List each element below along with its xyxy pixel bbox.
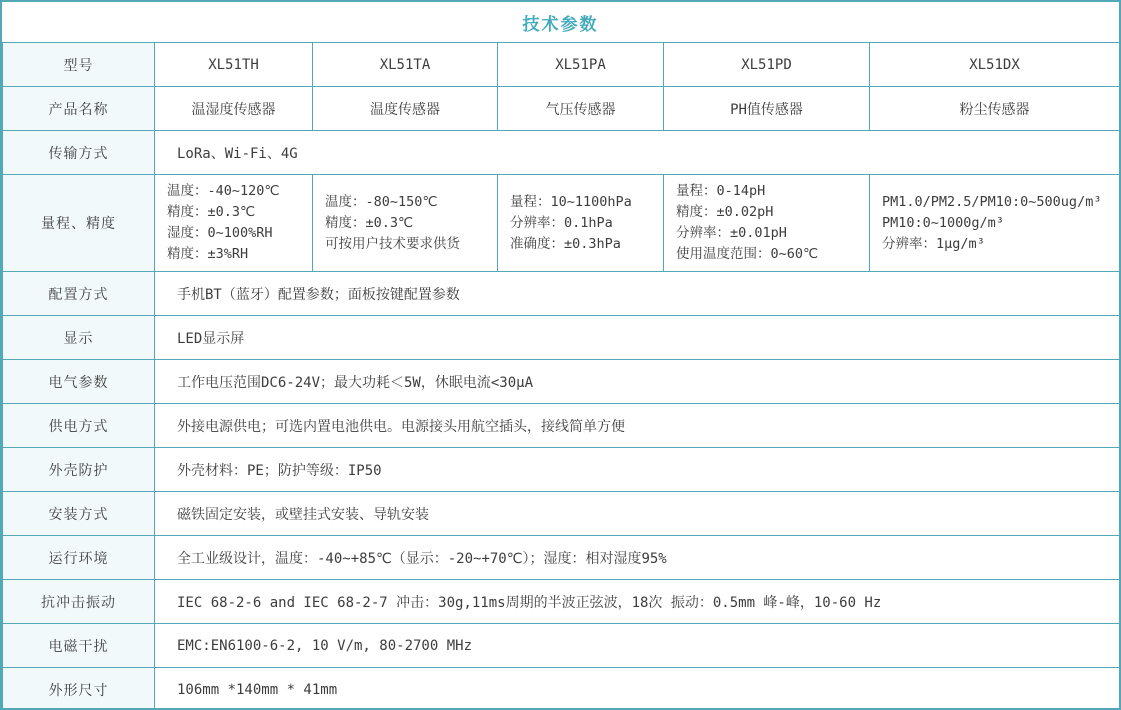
row-label: 供电方式 xyxy=(3,404,155,448)
range-cell-xl51ta xyxy=(313,175,498,272)
model-row xyxy=(3,43,1120,87)
row-label: 配置方式 xyxy=(3,272,155,316)
range-line: 量程：10~1100hPa xyxy=(510,193,632,210)
spec-value: 外壳材料：PE；防护等级：IP50 xyxy=(155,448,1120,492)
range-line: 精度：±0.3℃ xyxy=(325,214,414,231)
range-cell-xl51pd xyxy=(664,175,870,272)
row-label-model: 型号 xyxy=(3,43,155,87)
spec-value: 全工业级设计，温度：-40~+85℃（显示：-20~+70℃）；湿度：相对湿度95% xyxy=(155,536,1120,580)
spec-value: 外接电源供电；可选内置电池供电。电源接头用航空插头，接线简单方便 xyxy=(155,404,1120,448)
product-cell: 气压传感器 xyxy=(498,87,664,131)
row-label: 电磁干扰 xyxy=(3,624,155,668)
row-label: 安装方式 xyxy=(3,492,155,536)
model-cell: XL51PA xyxy=(498,43,664,87)
range-line: 温度：-80~150℃ xyxy=(325,193,438,210)
row-label: 外壳防护 xyxy=(3,448,155,492)
row-label: 显示 xyxy=(3,316,155,360)
row-label-range: 量程、精度 xyxy=(3,175,155,272)
range-line: 可按用户技术要求供货 xyxy=(325,235,460,252)
range-cell-xl51th xyxy=(155,175,313,272)
range-line: 精度：±0.3℃ xyxy=(167,204,256,220)
row-label: 抗冲击振动 xyxy=(3,580,155,624)
transmission-row xyxy=(3,131,1120,175)
model-cell: XL51TH xyxy=(155,43,313,87)
model-cell: XL51TA xyxy=(313,43,498,87)
table-row xyxy=(3,404,1120,448)
range-line: 精度：±3%RH xyxy=(167,246,249,262)
transmission-value: LoRa、Wi-Fi、4G xyxy=(155,131,1120,175)
range-line: 分辨率：±0.01pH xyxy=(676,225,787,241)
row-label: 外形尺寸 xyxy=(3,668,155,710)
range-line: 温度：-40~120℃ xyxy=(167,183,280,199)
table-row xyxy=(3,316,1120,360)
row-label: 电气参数 xyxy=(3,360,155,404)
spec-value: LED显示屏 xyxy=(155,316,1120,360)
range-line: 分辨率：1μg/m³ xyxy=(882,235,985,252)
range-line: PM1.0/PM2.5/PM10:0~500ug/m³ xyxy=(882,193,1102,210)
product-row xyxy=(3,87,1120,131)
table-row xyxy=(3,360,1120,404)
range-line: 准确度：±0.3hPa xyxy=(510,235,621,252)
spec-table xyxy=(2,42,1120,710)
model-cell: XL51PD xyxy=(664,43,870,87)
row-label: 运行环境 xyxy=(3,536,155,580)
spec-value: IEC 68-2-6 and IEC 68-2-7 冲击：30g,11ms周期的半波正弦波，18次 振动：0.5mm 峰-峰，10-60 Hz xyxy=(155,580,1120,624)
row-label-product: 产品名称 xyxy=(3,87,155,131)
product-cell: 温湿度传感器 xyxy=(155,87,313,131)
table-row xyxy=(3,536,1120,580)
table-row xyxy=(3,624,1120,668)
table-row xyxy=(3,272,1120,316)
table-row xyxy=(3,492,1120,536)
product-cell: PH值传感器 xyxy=(664,87,870,131)
range-line: 分辨率：0.1hPa xyxy=(510,214,613,231)
range-line: 量程：0-14pH xyxy=(676,183,766,199)
table-row xyxy=(3,580,1120,624)
range-cell-xl51pa xyxy=(498,175,664,272)
model-cell: XL51DX xyxy=(870,43,1120,87)
row-label-transmission: 传输方式 xyxy=(3,131,155,175)
spec-value: 磁铁固定安装，或壁挂式安装、导轨安装 xyxy=(155,492,1120,536)
product-cell: 温度传感器 xyxy=(313,87,498,131)
spec-value: EMC:EN6100-6-2, 10 V/m, 80-2700 MHz xyxy=(155,624,1120,668)
range-line: 精度：±0.02pH xyxy=(676,204,774,220)
table-row xyxy=(3,668,1120,710)
product-cell: 粉尘传感器 xyxy=(870,87,1120,131)
range-line: 使用温度范围：0~60℃ xyxy=(676,246,819,262)
range-cell-xl51dx xyxy=(870,175,1120,272)
spec-value: 手机BT（蓝牙）配置参数；面板按键配置参数 xyxy=(155,272,1120,316)
range-line: PM10:0~1000g/m³ xyxy=(882,214,1004,231)
range-line: 湿度：0~100%RH xyxy=(167,225,273,241)
table-row xyxy=(3,448,1120,492)
spec-value: 工作电压范围DC6-24V；最大功耗＜5W，休眠电流<30μA xyxy=(155,360,1120,404)
range-precision-row xyxy=(3,175,1120,272)
title-bar xyxy=(2,2,1119,42)
page-title: 技术参数 xyxy=(522,14,599,35)
spec-value: 106mm *140mm * 41mm xyxy=(155,668,1120,710)
